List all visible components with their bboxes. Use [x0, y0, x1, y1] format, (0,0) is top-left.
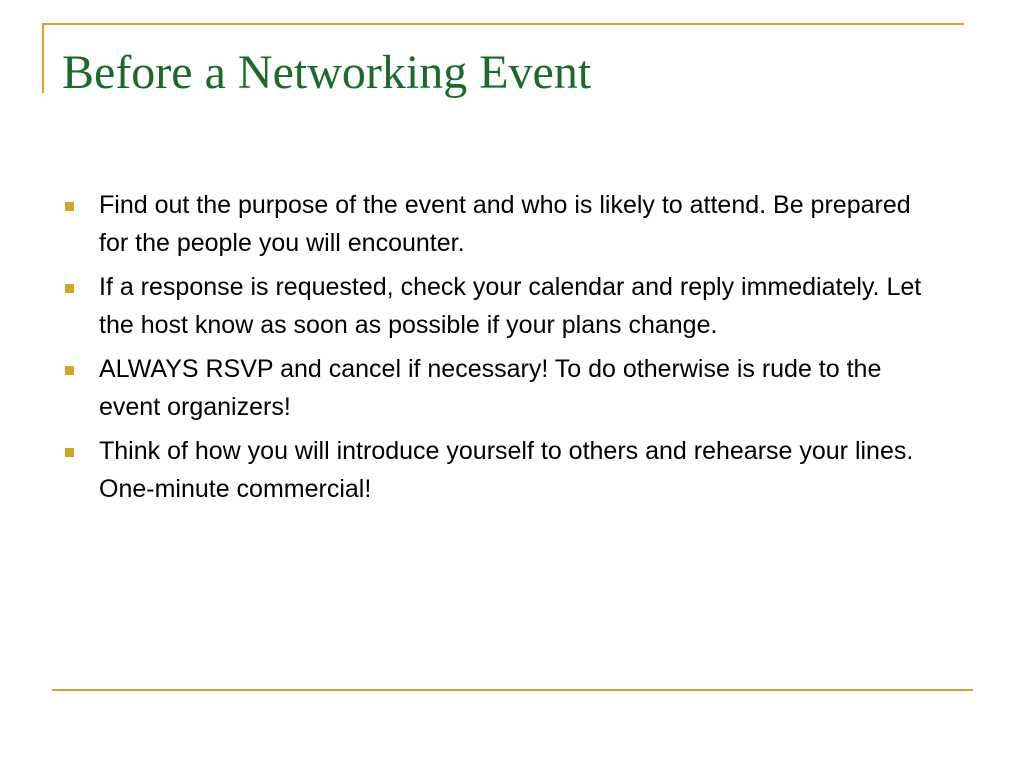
square-bullet-icon	[65, 366, 74, 375]
bullet-text: ALWAYS RSVP and cancel if necessary! To do otherwise is rude to the event organizers!	[99, 355, 882, 421]
bullet-text: Think of how you will introduce yourself to others and rehearse your lines. One-minute commercial!	[99, 437, 914, 503]
left-accent-line	[42, 23, 44, 93]
top-divider-line	[42, 23, 964, 25]
slide-title: Before a Networking Event	[62, 46, 592, 99]
bullet-list	[62, 186, 942, 514]
bullet-item	[62, 186, 942, 262]
bullet-item	[62, 432, 942, 508]
bullet-item	[62, 268, 942, 344]
square-bullet-icon	[65, 202, 74, 211]
bullet-text: If a response is requested, check your calendar and reply immediately. Let the host know as soon as possible if your plans change.	[99, 273, 922, 339]
bullet-item	[62, 350, 942, 426]
square-bullet-icon	[65, 448, 74, 457]
bullet-text: Find out the purpose of the event and who is likely to attend. Be prepared for the people you will encounter.	[99, 191, 911, 257]
square-bullet-icon	[65, 284, 74, 293]
bottom-divider-line	[52, 689, 973, 691]
